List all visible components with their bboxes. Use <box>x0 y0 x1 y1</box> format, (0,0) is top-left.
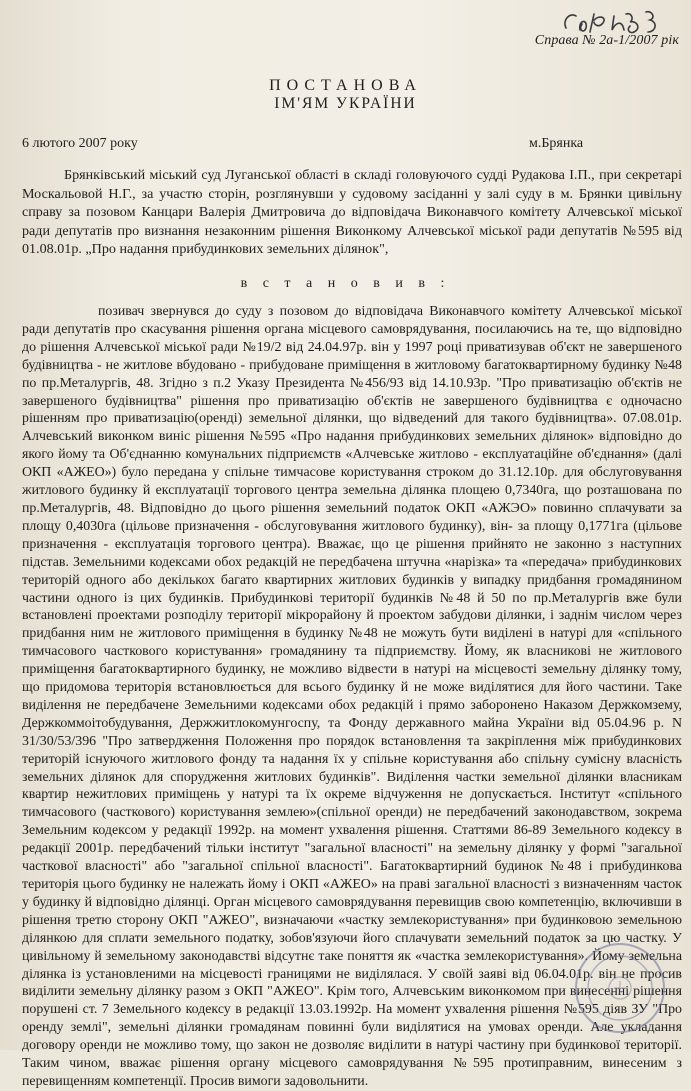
decision-place: м.Брянка <box>529 136 584 151</box>
round-seal-stamp <box>535 933 675 1033</box>
intro-paragraph: Брянківський міський суд Луганської області в складі головуючого судді Рудакова І.П., при секретарі Москальовой Н.Г., за участю сторін, розглянувши у судовому засіданні у залі суду в м. Брянки цивільну справу за позовом Канцари Валерія Дмитровича до відповідача Виконавчого комітету Алчевської міської ради депутатів про визнання незаконним рішення Виконкому Алчевської міської ради депутатів №595 від 01.08.01р. „Про надання прибудинкових земельних ділянок", <box>22 167 682 258</box>
document-title: ПОСТАНОВА <box>269 77 422 94</box>
document-subtitle: ІМ'ЯМ УКРАЇНИ <box>274 95 417 112</box>
decision-date: 6 лютого 2007 року <box>22 136 138 151</box>
established-heading: в с т а н о в и в : <box>240 276 451 291</box>
case-number: Справа № 2а-1/2007 рік <box>534 33 679 48</box>
body-paragraph: позивач звернувся до суду з позовом до відповідача Виконавчого комітету Алчевської міської ради депутатів про скасування рішення органа місцевого самоврядування, посилаючись на те, що відповідно до рішення Алчевської міської ради №19/2 від 24.04.97р. він у 1997 році приватизував об'єкт не завершеного будівництва - не житлове вбудовано - прибудоване приміщення в житловому багатоквартирному будинку №48 по пр.Металургів, 48. Згідно з п.2 Указу Президента №456/93 від 14.10.93р. "Про приватизацію об'єктів не завершеного будівництва" рішення про приватизацію об'єктів не завершеного будівництва є одночасно рішенням про приватизацію(оренді) земельної ділянки, що відведений для такого будівництва». 07.08.01р. Алчевський виконком виніс рішення №595 «Про надання прибудинкових земельних ділянок» відповідно до якого йому та Об'єднанню комунальних підприємств «Алчевське житлово - експлуатаційне об'єднання» (далі ОКП «АЖЕО») було передана у спільне тимчасове користування строком до 31.12.10р. для обслуговування житлового будинку й експлуатації торгового центра земельна ділянка площею 0,7340га, що розташована по пр.Металургів, 48. Відповідно до цього рішення земельний податок ОКП «АЖЭО» повинно сплачувати за площу 0,4030га (цільове призначення - обслуговування житлового будинку), він- за площу 0,1771га (цільове призначення - експлуатація торгового центра). Вважає, що це рішення прийнято не законно з наступних підстав. Земельними кодексами обох редакцій не передбачена штучна «нарізка» та «передача» прибудинкових територій одного або декількох багато квартирних житлових будинків у випадку придбання громадянином частини одного із цих будинків. Прибудинкові території будинків №48 й 50 по пр.Металургів вже були встановлені проектами розподілу території мікрорайону й проектом забудови ділянки, і заднім числом через придбання ним не житлового приміщення в будинку №48 не можуть бути виділені в натурі для «спільного тимчасового часткового користування» громадянину та підприємству. Йому, як власникові не житлового приміщення багатоквартирного будинку, не можливо відвести в натурі на місцевості земельну ділянку тому, що придомова територія встановлюється для всього будинку й не може виділятися для його частини. Таке виділення не передбачене Земельними кодексами обох редакцій і прямо заборонено Наказом Держкомзему, Держкоммоітобудування, Держжитлокомунгоспу, та Фонду державного майна України від 05.04.96 р. N 31/30/53/396 "Про затвердження Положення про порядок встановлення та закріплення між прибудинкових територій існуючого житлового фонду та надання їх у спільне користування або спільну сумісну власність земельних ділянок для спорудження житлових будинків". Виділення частки земельної ділянки власникам квартир нежитлових приміщень у натурі та їх окреме відчуження не допускається. Інститут «спільного тимчасового (часткового) користування землею»(спільної оренди) не передбачений законодавством, зокрема Земельним кодексом у редакції 1992р. на момент ухвалення рішення. Статтями 86-89 Земельного кодексу в редакції 2001р. передбачений тільки інститут "загальної власності" на земельну ділянку у формі "загальної часткової власності" або "загальної спільної власності". Багатоквартирний будинок №48 і прибудинкова територія цього будинку не належать йому і ОКП «АЖЕО» на праві загальної власності з визначенням часток у будинку й відповідно ділянці. Орган місцевого самоврядування перевищив свою компетенцію, включивши в рішення третю сторону ОКП "АЖЕО", визначаючи «частку землекористування» при будинковою земельною ділянкою для сплати земельного податку, зобов'язуючи його сплачувати земельний податок за цю частку. У цивільному й земельному законодавстві відсутнє таке поняття як «частка землекористування». Йому земельна ділянка із установленими на місцевості границями не виділялася. У своїй заяві від 06.04.01р. він не просив виділити земельну ділянку разом з ОКП "АЖЕО". Крім того, Алчевським виконкомом при винесенні рішення порушені ст. 7 Земельного кодексу в редакції 13.03.1992р. На момент ухвалення рішення №595 діяв ЗУ "Про оренду землі", земельні ділянки громадянам повинні були виділятися на умовах оренди. Але укладання договору оренди не можливо тому, що закон не дозволяє виділити в натурі частину при будинкової території. Таким чином, вважає рішення органу місцевого самоврядування №595 протиправним, винесеним з перевищенням компетенції. Просив вимоги задовольнити. <box>22 304 682 1089</box>
handwritten-note <box>560 6 680 36</box>
